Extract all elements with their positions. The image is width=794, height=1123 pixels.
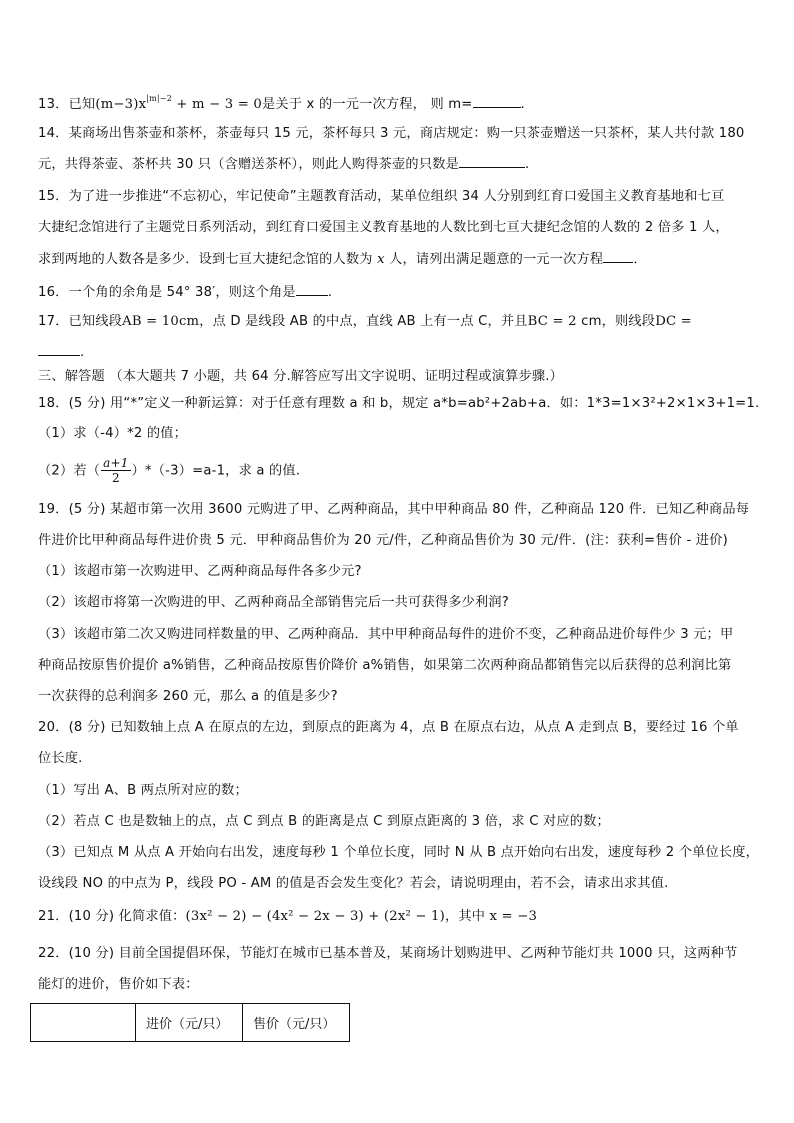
q17-text-b: ，点 D 是线段 AB 的中点，直线 AB 上有一点 C，并且 bbox=[199, 314, 528, 329]
table-header-cell bbox=[31, 1004, 136, 1042]
q18-part2 bbox=[38, 456, 300, 487]
q14-line2 bbox=[38, 155, 529, 174]
q20-line1: 20．(8 分) 已知数轴上点 A 在原点的左边，到原点的距离为 4，点 B 在原点右边，从点 A 走到点 B，要经过 16 个单 bbox=[38, 720, 739, 735]
q18-fraction bbox=[101, 456, 130, 485]
q13-prefix: 13．已知 bbox=[38, 97, 96, 112]
q15-variable: x bbox=[377, 252, 385, 267]
q17-ab-equation: AB = 10cm bbox=[122, 314, 200, 329]
table-header-row bbox=[31, 1004, 350, 1042]
q17-text-c: cm，则线段 bbox=[576, 314, 656, 329]
q22-line1: 22．(10 分) 目前全国提倡环保，节能灯在城市已基本普及，某商场计划购进甲、乙两种节能灯共 1000 只，这两种节 bbox=[38, 946, 738, 961]
q17-bc-equation: BC = 2 bbox=[527, 314, 577, 329]
q21-line bbox=[38, 908, 537, 926]
q21-suffix: ，其中 x = −3 bbox=[444, 909, 538, 924]
q18-part2-text-b: ）*（-3）=a-1，求 a 的值. bbox=[131, 463, 301, 479]
q13-equation-b: + m − 3 = 0 bbox=[172, 97, 262, 112]
q21-prefix: 21．(10 分) 化简求值： bbox=[38, 909, 186, 924]
q17-answer-blank[interactable] bbox=[38, 343, 80, 356]
q19-line1: 19．(5 分) 某超市第一次用 3600 元购进了甲、乙两种商品，其中甲种商品 80 件，乙种商品 120 件．已知乙种商品每 bbox=[38, 502, 750, 517]
q16-text: 16．一个角的余角是 54° 38′，则这个角是 bbox=[38, 285, 296, 300]
q15-text-a: 求到两地的人数各是多少．设到七亘大捷纪念馆的人数为 bbox=[38, 252, 378, 267]
q15-line3 bbox=[38, 250, 647, 269]
q21-expression: (3x² − 2) − (4x² − 2x − 3) + (2x² − 1) bbox=[185, 909, 445, 924]
q19-part3-line2: 种商品按原售价提价 a%销售，乙种商品按原售价降价 a%销售，如果第二次两种商品都销售完以后获得的总利润比第 bbox=[38, 658, 732, 673]
table-header-cell: 售价（元/只） bbox=[243, 1004, 350, 1042]
q17-line1 bbox=[38, 313, 692, 331]
section-3-heading: 三、解答题 （本大题共 7 小题，共 64 分.解答应写出文字说明、证明过程或演算步骤.） bbox=[38, 369, 564, 384]
q16-line bbox=[38, 283, 332, 302]
q20-line2: 位长度. bbox=[38, 751, 83, 766]
q15-end: ． bbox=[633, 252, 647, 267]
q15-line1: 15．为了进一步推进“不忘初心，牢记使命”主题教育活动，某单位组织 34 人分别到红育口爱国主义教育基地和七亘 bbox=[38, 189, 725, 204]
price-table bbox=[30, 1003, 350, 1042]
q15-line2: 大捷纪念馆进行了主题党日系列活动，到红育口爱国主义教育基地的人数比到七亘大捷纪念馆的人数的 2 倍多 1 人， bbox=[38, 220, 729, 235]
q19-line2: 件进价比甲种商品每件进价贵 5 元．甲种商品售价为 20 元/件，乙种商品售价为 30 元/件．(注：获利=售价 - 进价) bbox=[38, 533, 728, 548]
q13-exponent: |m|−2 bbox=[146, 94, 172, 103]
fraction-numerator: a+1 bbox=[103, 456, 129, 470]
q16-end: . bbox=[327, 285, 333, 300]
q18-part2-text-a: （2）若（ bbox=[38, 463, 101, 479]
q20-part3-line1: （3）已知点 M 从点 A 开始向右出发，速度每秒 1 个单位长度，同时 N 从 B 点开始向右出发，速度每秒 2 个单位长度， bbox=[38, 845, 760, 860]
q20-part1: （1）写出 A、B 两点所对应的数； bbox=[38, 783, 248, 798]
q17-dc-equation: DC = bbox=[655, 314, 692, 329]
q17-text-a: 17．已知线段 bbox=[38, 314, 123, 329]
q14-line1: 14．某商场出售茶壶和茶杯，茶壶每只 15 元，茶杯每只 3 元，商店规定：购一只茶壶赠送一只茶杯，某人共付款 180 bbox=[38, 126, 745, 141]
q19-part3-line3: 一次获得的总利润多 260 元，那么 a 的值是多少? bbox=[38, 689, 338, 704]
q19-part3-line1: （3）该超市第二次又购进同样数量的甲、乙两种商品．其中甲种商品每件的进价不变，乙种商品进价每件少 3 元；甲 bbox=[38, 627, 734, 642]
table-header-cell: 进价（元/只） bbox=[136, 1004, 243, 1042]
q22-line2: 能灯的进价，售价如下表： bbox=[38, 977, 199, 992]
q14-text: 元，共得茶壶、茶杯共 30 只（含赠送茶杯），则此人购得茶壶的只数是 bbox=[38, 157, 459, 172]
q14-end: . bbox=[525, 157, 530, 172]
q17-line2 bbox=[38, 343, 84, 362]
q13-answer-blank[interactable] bbox=[473, 95, 521, 108]
q13-end: . bbox=[520, 97, 525, 112]
q15-text-b: 人，请列出满足题意的一元一次方程 bbox=[384, 252, 604, 267]
q19-part1: （1）该超市第一次购进甲、乙两种商品每件各多少元? bbox=[38, 564, 362, 579]
fraction-denominator: 2 bbox=[111, 471, 120, 485]
q16-answer-blank[interactable] bbox=[296, 283, 328, 296]
q20-part3-line2: 设线段 NO 的中点为 P，线段 PO - AM 的值是否会发生变化？若会，请说明理由，若不会，请求出求其值. bbox=[38, 876, 669, 891]
q13-line bbox=[38, 90, 525, 114]
q13-suffix: 是关于 x 的一元一次方程， 则 m= bbox=[262, 97, 473, 112]
q17-end: . bbox=[80, 345, 85, 360]
q19-part2: （2）该超市将第一次购进的甲、乙两种商品全部销售完后一共可获得多少利润? bbox=[38, 595, 509, 610]
q13-equation-a: (m−3)x bbox=[95, 97, 147, 112]
q18-part1: （1）求（-4）*2 的值； bbox=[38, 426, 188, 441]
q20-part2: （2）若点 C 也是数轴上的点，点 C 到点 B 的距离是点 C 到原点距离的 3 倍，求 C 对应的数； bbox=[38, 814, 610, 829]
q14-answer-blank[interactable] bbox=[459, 155, 525, 168]
q18-line1: 18．(5 分) 用“*”定义一种新运算：对于任意有理数 a 和 b，规定 a*b=ab²+2ab+a．如：1*3=1×3²+2×1×3+1=1. bbox=[38, 396, 760, 411]
q15-answer-blank[interactable] bbox=[603, 250, 633, 263]
